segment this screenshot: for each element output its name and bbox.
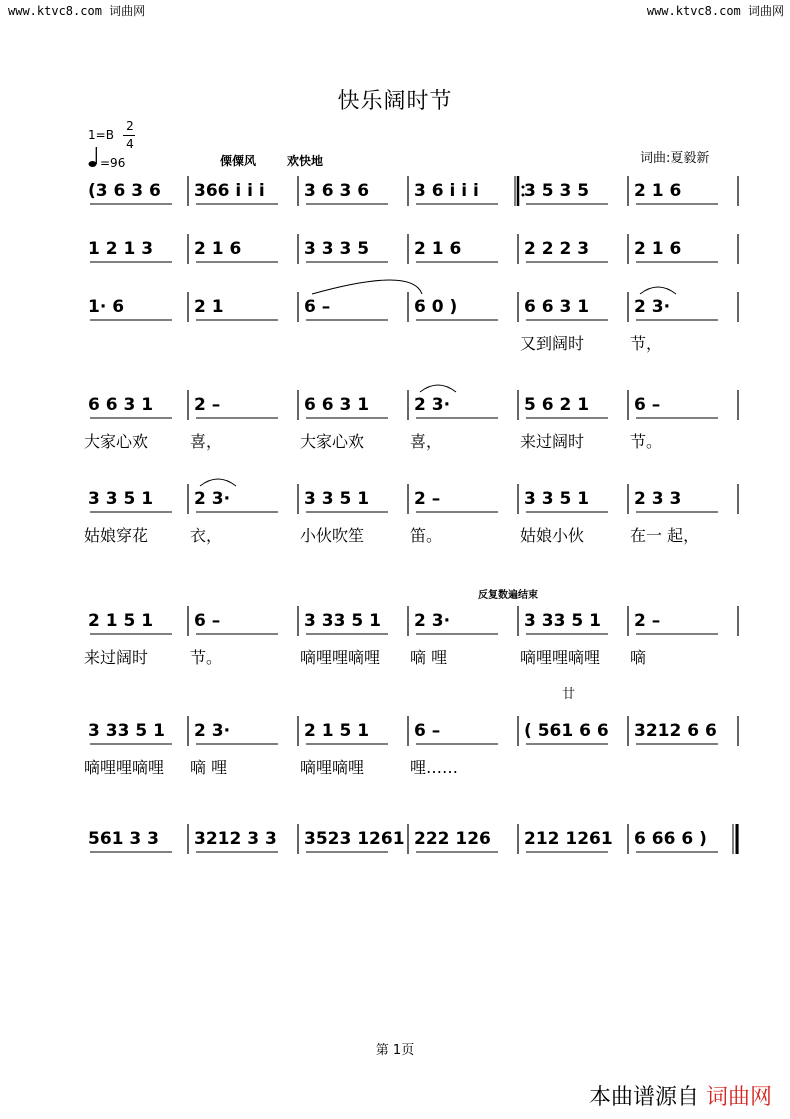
measure-notes: 3523 1261 — [304, 829, 405, 849]
fermata-annotation: 廿 — [562, 687, 576, 702]
style-marking-2: 欢快地 — [287, 154, 324, 168]
measure-notes: 2 1 6 — [194, 239, 242, 259]
slur — [420, 385, 456, 392]
measure-notes: 2 3· — [414, 395, 451, 415]
measure-notes: 561 3 3 — [88, 829, 159, 849]
slur — [640, 287, 676, 294]
footer-site-name: 词曲网 — [705, 1085, 772, 1110]
lyric-text: 节。 — [630, 432, 663, 451]
lyric-text: 嘀 哩 — [410, 648, 448, 667]
lyric-text: 嘀 — [630, 648, 647, 667]
lyric-text: 嘀哩哩嘀哩 — [84, 758, 165, 777]
header-left-watermark: www.ktvc8.com 词曲网 — [8, 4, 146, 18]
repeat-dot — [522, 194, 525, 197]
measure-notes: 366 i i i — [194, 181, 265, 201]
time-signature-bottom: 4 — [126, 137, 134, 151]
lyric-text: 笛。 — [410, 526, 443, 545]
measure-notes: 2 – — [634, 611, 661, 631]
lyric-text: 喜， — [410, 432, 443, 451]
time-signature-top: 2 — [126, 119, 134, 133]
measure-notes: 3 5 3 5 — [524, 181, 590, 201]
key-signature: 1=B — [88, 128, 114, 142]
lyric-text: 又到阔时 — [520, 334, 585, 353]
tie-slur — [312, 280, 422, 294]
measure-notes: 6 – — [414, 721, 441, 741]
lyric-text: 嘀哩哩嘀哩 — [520, 648, 601, 667]
measure-notes: 3 3 3 5 — [304, 239, 370, 259]
measure-notes: 6 0 ) — [414, 297, 458, 317]
lyric-text: 大家心欢 — [84, 432, 149, 451]
style-marking-1: 傈僳风 — [220, 154, 257, 168]
measure-notes: 3 6 3 6 — [304, 181, 370, 201]
measure-notes: 3 33 5 1 — [304, 611, 381, 631]
time-signature-line — [123, 135, 135, 136]
measure-notes: 3 33 5 1 — [88, 721, 165, 741]
measure-notes: 6 – — [304, 297, 331, 317]
measure-notes: 6 6 3 1 — [524, 297, 590, 317]
measure-notes: 2 1 — [194, 297, 224, 317]
measure-notes: 2 3· — [634, 297, 671, 317]
lyric-text: 姑娘穿花 — [84, 526, 149, 545]
measure-notes: 222 126 — [414, 829, 491, 849]
lyric-text: 来过阔时 — [520, 432, 585, 451]
lyric-text: 衣， — [190, 526, 223, 545]
lyric-text: 哩…… — [410, 758, 459, 777]
measure-notes: 2 1 6 — [634, 181, 682, 201]
measure-notes: 2 1 5 1 — [88, 611, 154, 631]
measure-notes: 2 2 2 3 — [524, 239, 590, 259]
measure-notes: 6 – — [194, 611, 221, 631]
lyric-text: 小伙吹笙 — [300, 526, 365, 545]
lyric-text: 大家心欢 — [300, 432, 365, 451]
measure-notes: 3 3 5 1 — [304, 489, 370, 509]
lyric-text: 节。 — [190, 648, 223, 667]
credits: 词曲:夏毅新 — [640, 151, 710, 166]
footer-text: 本曲谱源自 — [588, 1085, 699, 1110]
measure-notes: 3212 6 6 — [634, 721, 717, 741]
measure-notes: 1· 6 — [88, 297, 125, 317]
repeat-dot — [522, 186, 525, 189]
measure-notes: 2 3· — [194, 721, 231, 741]
measure-notes: 2 1 6 — [634, 239, 682, 259]
header-right-watermark: www.ktvc8.com 词曲网 — [646, 4, 784, 18]
measure-notes: 2 3 3 — [634, 489, 682, 509]
measure-notes: 5 6 2 1 — [524, 395, 590, 415]
measure-notes: 212 1261 — [524, 829, 613, 849]
lyric-text: 节， — [630, 334, 663, 353]
lyric-text: 嘀哩哩嘀哩 — [300, 648, 381, 667]
measure-notes: 3212 3 3 — [194, 829, 277, 849]
measure-notes: (3 6 3 6 — [88, 181, 161, 201]
lyric-text: 嘀哩嘀哩 — [300, 758, 365, 777]
lyric-text: 在一 起， — [630, 526, 700, 545]
page-number: 第 1页 — [375, 1043, 415, 1058]
measure-notes: 2 1 5 1 — [304, 721, 370, 741]
measure-notes: 3 6 i i i — [414, 181, 479, 201]
measure-notes: 1 2 1 3 — [88, 239, 154, 259]
lyric-text: 来过阔时 — [84, 648, 149, 667]
tempo-marking: =96 — [100, 156, 126, 170]
measure-notes: ( 561 6 6 — [524, 721, 609, 741]
measure-notes: 3 33 5 1 — [524, 611, 601, 631]
song-title: 快乐阔时节 — [337, 89, 453, 114]
measure-notes: 3 3 5 1 — [524, 489, 590, 509]
lyric-text: 姑娘小伙 — [520, 526, 585, 545]
slur — [200, 479, 236, 486]
measure-notes: 6 6 3 1 — [304, 395, 370, 415]
measure-notes: 2 – — [414, 489, 441, 509]
measure-notes: 2 1 6 — [414, 239, 462, 259]
repeat-annotation: 反复数遍结束 — [478, 590, 538, 601]
measure-notes: 2 3· — [194, 489, 231, 509]
measure-notes: 2 – — [194, 395, 221, 415]
jianpu-score — [82, 150, 742, 870]
measure-notes: 2 3· — [414, 611, 451, 631]
source-footer — [589, 1080, 772, 1111]
measure-notes: 6 – — [634, 395, 661, 415]
lyric-text: 喜， — [190, 432, 223, 451]
lyric-text: 嘀 哩 — [190, 758, 228, 777]
measure-notes: 6 6 3 1 — [88, 395, 154, 415]
measure-notes: 3 3 5 1 — [88, 489, 154, 509]
measure-notes: 6 66 6 ) — [634, 829, 707, 849]
